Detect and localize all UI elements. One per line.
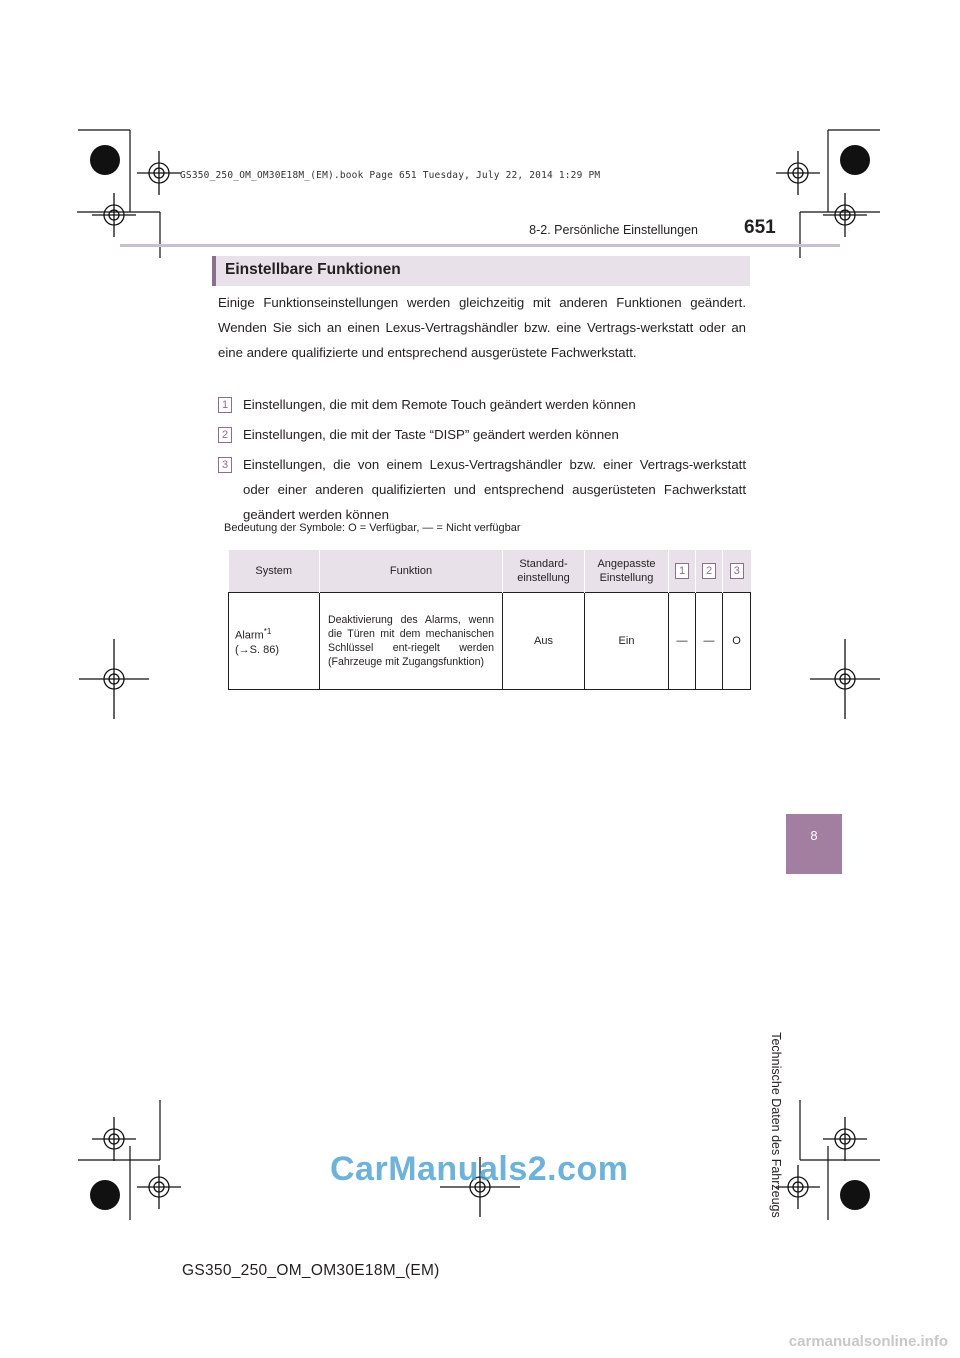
cell-col-3: O <box>723 593 751 690</box>
settings-table <box>228 550 751 690</box>
header-default-line2: einstellung <box>517 572 570 584</box>
watermark-site: carmanualsonline.info <box>788 1333 948 1350</box>
header-col-3 <box>723 550 751 593</box>
item-text-3: Einstellungen, die von einem Lexus-Vertragshändler bzw. einer Vertrags-werkstatt oder einer anderen qualifizierten und entsprechend ausgerüsteten Fachwerkstatt geändert werden können <box>243 457 746 522</box>
print-stamp: GS350_250_OM_OM30E18M_(EM).book Page 651 Tuesday, July 22, 2014 1:29 PM <box>180 170 601 181</box>
cell-col-2: — <box>696 593 723 690</box>
chapter-number: 8 <box>810 828 818 843</box>
chapter-label: Technische Daten des Fahrzeugs <box>769 1032 783 1218</box>
header-system: System <box>229 550 320 593</box>
watermark: CarManuals2.com <box>330 1150 629 1188</box>
running-header-section: 8-2. Persönliche Einstellungen <box>529 223 698 237</box>
header-custom <box>585 550 669 593</box>
cell-system <box>229 593 320 690</box>
header-function: Funktion <box>320 550 503 593</box>
cell-default: Aus <box>503 593 585 690</box>
page-number: 651 <box>744 217 776 238</box>
header-col-1 <box>669 550 696 593</box>
table-row <box>229 593 751 690</box>
system-footnote: *1 <box>263 627 272 637</box>
item-text-2: Einstellungen, die mit der Taste “DISP” geändert werden können <box>243 427 619 442</box>
item-badge-2: 2 <box>218 427 232 443</box>
header-custom-line2: Einstellung <box>599 572 654 584</box>
system-name: Alarm <box>235 629 264 642</box>
header-default <box>503 550 585 593</box>
item-text-1: Einstellungen, die mit dem Remote Touch geändert werden können <box>243 397 636 412</box>
system-reference: (→S. 86) <box>235 643 280 656</box>
header-badge-1: 1 <box>675 563 689 579</box>
cell-custom: Ein <box>585 593 669 690</box>
section-heading-bar <box>212 256 750 286</box>
intro-paragraph: Einige Funktionseinstellungen werden gleichzeitig mit anderen Funktionen geändert. Wenden Sie sich an einen Lexus-Vertragshändler bzw. eine Vertrags-werkstatt oder an eine andere qualifizierte und entsprechend ausgerüstete Fachwerkstatt. <box>218 295 746 360</box>
chapter-tab <box>786 814 842 874</box>
item-badge-3: 3 <box>218 457 232 473</box>
section-accent <box>212 256 216 286</box>
symbol-legend: Bedeutung der Symbole: O = Verfügbar, — = Nicht verfügbar <box>224 522 521 534</box>
item-badge-1: 1 <box>218 397 232 413</box>
header-col-2 <box>696 550 723 593</box>
section-title: Einstellbare Funktionen <box>225 261 401 278</box>
header-badge-3: 3 <box>730 563 744 579</box>
header-default-line1: Standard- <box>519 558 568 570</box>
cell-col-1: — <box>669 593 696 690</box>
header-custom-line1: Angepasste <box>597 558 656 570</box>
cell-function: Deaktivierung des Alarms, wenn die Türen mit dem mechanischen Schlüssel ent-riegelt werden (Fahrzeuge mit Zugangsfunktion) <box>320 593 503 690</box>
header-badge-2: 2 <box>702 563 716 579</box>
footer-code: GS350_250_OM_OM30E18M_(EM) <box>182 1262 440 1279</box>
header-rule <box>120 244 840 247</box>
